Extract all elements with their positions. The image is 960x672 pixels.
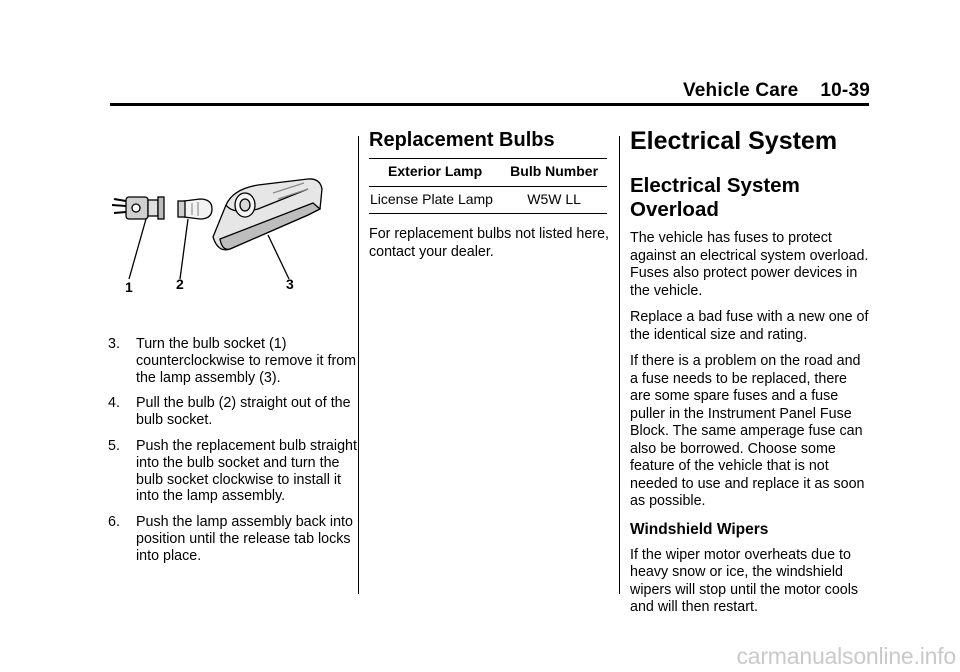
step-number: 4.: [108, 395, 120, 412]
section-title: Vehicle Care: [682, 80, 799, 101]
column-divider-2: [619, 136, 620, 594]
column-right: [630, 126, 870, 626]
replacement-bulbs-table: [369, 158, 607, 214]
step-text: Pull the bulb (2) straight out of the bulb socket.: [136, 395, 351, 429]
lamp-assembly-drawing: [108, 175, 353, 305]
header-rule: [110, 103, 869, 106]
step-number: 3.: [108, 336, 120, 352]
column-header-bulb-number: Bulb Number: [510, 163, 599, 179]
paragraph: Replace a bad fuse with a new one of the identical size and rating.: [630, 309, 869, 343]
column-left: [108, 175, 353, 305]
callout-1: 1: [125, 279, 133, 295]
replacement-bulbs-note: For replacement bulbs not listed here, contact your dealer.: [369, 226, 609, 260]
column-divider-1: [358, 136, 359, 594]
bulb-socket-shape: [112, 197, 164, 219]
paragraph: If there is a problem on the road and a fuse needs to be replaced, there are some spare fuses and a fuse puller in the Instrument Panel Fuse Block. The same amperage fuse can also be borrowed. Choose some feature of the vehicle that is not needed to use and replace it as soon as possible.: [630, 353, 865, 509]
step-item: [108, 514, 358, 564]
bulb-replacement-steps: [108, 336, 358, 574]
paragraph: If the wiper motor overheats due to heavy snow or ice, the windshield wipers will stop until the motor cools and will then restart.: [630, 546, 859, 615]
cell-lamp: License Plate Lamp: [370, 190, 493, 207]
replacement-bulbs-heading: Replacement Bulbs: [369, 129, 555, 151]
watermark: carmanualsonline.info: [736, 643, 956, 669]
step-text: Turn the bulb socket (1) counterclockwise to remove it from the lamp assembly (3).: [136, 336, 357, 386]
paragraph: The vehicle has fuses to protect against an electrical system overload. Fuses also protect power devices in the vehicle.: [630, 230, 869, 299]
table-row: [369, 186, 607, 214]
step-text: Push the replacement bulb straight into the bulb socket and turn the bulb socket clockwise to install it into the lamp assembly.: [136, 437, 357, 505]
callout-2: 2: [176, 276, 184, 292]
column-header-exterior-lamp: Exterior Lamp: [388, 163, 483, 179]
cell-bulb-number: W5W LL: [527, 190, 581, 207]
running-title: [683, 80, 870, 102]
overload-heading: Electrical System Overload: [630, 174, 800, 221]
electrical-system-heading: Electrical System: [630, 127, 838, 155]
page-number: 10-39: [820, 80, 870, 101]
callout-3: 3: [286, 276, 294, 292]
step-number: 5.: [108, 437, 120, 454]
license-plate-lamp-illustration: [108, 175, 353, 305]
step-text: Push the lamp assembly back into position until the release tab locks into place.: [136, 514, 353, 564]
windshield-wipers-heading: Windshield Wipers: [630, 520, 769, 538]
table-header-row: [369, 159, 607, 187]
step-item: [108, 438, 358, 505]
step-item: [108, 395, 358, 429]
bulb-shape: [178, 199, 212, 219]
column-middle: [369, 128, 609, 270]
step-number: 6.: [108, 514, 120, 531]
lamp-housing-shape: [213, 179, 322, 250]
step-item: [108, 336, 358, 386]
